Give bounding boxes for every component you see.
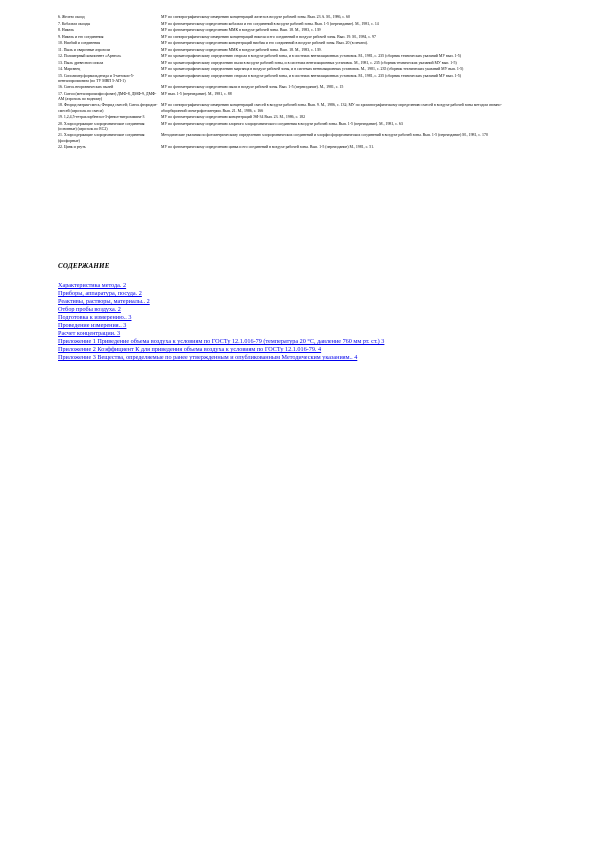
method-reference-cell: МУ по хроматографическому определению стирола в воздухе рабочей зоны, и в системах вентиляционных установок. М., 1981, с. 235 (сборник технических указаний МУ вып. 1-5) (161, 73, 462, 78)
method-reference-cell: МУ по фотометрическому определению концентраций ниобия и его соединений в воздухе рабочей зоны. Вып. 20 (в печати). (161, 41, 368, 45)
substance-name-cell: 19. 1,2,4,5-тетрахлорбензол-3-фенил-нитрозамина-3 (58, 115, 145, 120)
method-reference-cell: МУ по спектрографическому измерению концентраций железа в воздухе рабочей зоны. Вып. 23 А. М., 1986, с. 60 (161, 15, 350, 19)
toc-link[interactable]: Реактивы, растворы, материалы.. 2 (58, 298, 150, 305)
method-reference-cell: МУ по хроматографическому определению стирола в воздухе рабочей зоны, и в системах вентиляционных установок. М., 1981, с. 235 (сборник технических указаний МУ вып. 1-5) (161, 54, 462, 58)
method-reference-cell: МУ по спектрографическому измерению концентраций смесей в воздухе рабочей зоны. Вып. 9. М., 1986, с. 132; МУ по хроматографическому определению смесей в воздухе рабочей зоны методом атомно-абсорбционной спектрофотометрии. Вып. 21. М., 1986, с. 166 (161, 103, 502, 113)
substance-name-cell: 6. Железо оксид (58, 15, 85, 19)
toc-heading: СОДЕРЖАНИЕ (58, 262, 110, 270)
method-reference-cell: МУ по спектрографическому измерению концентраций никеля и его соединений в воздухе рабочей зоны. Вып. 19. М., 1984, с. 97 (161, 34, 376, 39)
substance-name-cell: 16. Смесь неорганических пылей (58, 85, 114, 90)
method-reference-cell: МУ по фотометрическому определению ММК в воздухе рабочей зоны. Вып. 18. М., 1983, с. 139 (161, 28, 321, 32)
method-reference-cell: МУ по фотометрическому определению ММК в воздухе рабочей зоны. Вып. 18. М., 1983, с. 139. (161, 47, 322, 52)
toc-link[interactable]: Расчет концентрации. 3 (58, 330, 121, 337)
method-reference-cell: МУ по фотометрическому определению цинка и его соединений в воздухе рабочей зоны. Вып. 1-5 (переиздание) М., 1981, с. 51. (161, 145, 375, 150)
toc-link[interactable]: Подготовка к измерению.. 3 (58, 314, 132, 321)
table-of-contents (58, 282, 538, 362)
method-reference-cell: МУ по хроматографическому определению пыли в воздухе рабочей зоны, и в системах вентиляционных установок. М., 1981, с. 235 (сборник технических указаний МУ вып. 1-5) (161, 60, 457, 65)
toc-link[interactable]: Проведение измерения.. 3 (58, 322, 127, 329)
table-row (58, 74, 520, 86)
table-row (58, 133, 520, 145)
substance-name-cell: 8. Никель (58, 28, 75, 32)
method-reference-cell: МУ по хроматографическому определению марганца в воздухе рабочей зоны, и в системах вентиляционных установок. М., 1981, с. 235 (сборник технических указаний МУ вып. 1-5) (161, 67, 464, 71)
substance-name-cell: 7. Кобальта оксиды (58, 21, 91, 26)
methods-reference-table (58, 15, 520, 152)
substance-name-cell: 12. Полимерный компонент «Арнеол» (58, 54, 122, 58)
toc-link[interactable]: Отбор пробы воздуха. 2 (58, 306, 121, 313)
method-reference-cell: МУ по фотометрическому определению концентраций ЭИ-34 Вып. 23. М., 1986, с. 182 (161, 115, 306, 120)
substance-name-cell: 18. Фторид натрия-смесь; Фторид смесей; Смесь фторидов-смесей (аэрозоль по смеси) (58, 103, 158, 113)
toc-link[interactable]: Приборы, аппаратура, посуда. 2 (58, 290, 142, 297)
table-row (58, 145, 520, 152)
method-reference-cell: МУ по фотометрическому определению хлорного хлорорганического соединения в воздухе рабочей зоны. Вып. 1-5 (переиздание). М., 1981, с. 63 (161, 121, 403, 126)
toc-link[interactable]: Приложение 3 Вещества, определяемые по ранее утвержденным и опубликованным Методическим указаниям.. 4 (58, 354, 358, 361)
table-row (58, 103, 520, 115)
reference-table-body (58, 15, 520, 152)
toc-link[interactable]: Приложение 2 Коэффициент К для приведения объема воздуха к условиям по ГОСТу 12.1.016-79. 4 (58, 346, 322, 353)
toc-link[interactable]: Приложение 1 Приведение объема воздуха к условиям по ГОСТу 12.1.016-79 (температура 20 °С, давление 760 мм рт. ст.) 3 (58, 338, 385, 345)
substance-name-cell: 9. Никель и его соединения (58, 34, 104, 39)
substance-name-cell: 13. Пыль древесного опила (58, 60, 104, 65)
substance-name-cell: 20. Хлорсодержащие хлорорганические соединения (основные) (аэрозоль по ЕС2) (58, 121, 145, 131)
method-reference-cell: МУ вып. 1-5 (переиздание). М., 1981, с. 88 (161, 91, 232, 96)
substance-name-cell: 10. Ниобий и соединения (58, 41, 101, 45)
substance-name-cell: 11. Пыль и сварочные аэрозоли (58, 47, 110, 52)
substance-name-cell: 17. Смеси (метилпропилфосфонат) ДМФ-8, ДМФ-9, ДМФ-АМ (аэрозоль по водному) (58, 91, 157, 101)
table-row (58, 122, 520, 134)
method-reference-cell: МУ по фотометрическому определению пыли в воздухе рабочей зоны. Вып. 1-5 (переиздание). М., 1981, с. 15 (161, 85, 344, 90)
table-row (58, 92, 520, 104)
toc-link[interactable]: Характеристика метода. 2 (58, 282, 127, 289)
substance-name-cell: 21. Хлорсодержащие хлорорганические соединения (фосфорные) (58, 133, 145, 143)
method-reference-cell: Методические указания по фотометрическому определению хлорорганических соединений и хлорфосфорорганических соединений в воздухе рабочей зоны. Вып. 1-5 (переиздание) М., 1981, с. 170 (161, 133, 488, 138)
method-reference-cell: МУ по фотометрическому определению кобальта и его соединений в воздухе рабочей зоны. Вып. 1-5 (переиздание). М., 1981, с. 14 (161, 21, 379, 26)
substance-name-cell: 22. Цинк и ртуть (58, 145, 86, 150)
substance-name-cell: 15. Сополимер формальдегида и 3-метокси-5-пентилпропионата (по ТУ МВП 5-АП-1) (58, 73, 135, 83)
substance-name-cell: 14. Марганец (58, 67, 81, 71)
